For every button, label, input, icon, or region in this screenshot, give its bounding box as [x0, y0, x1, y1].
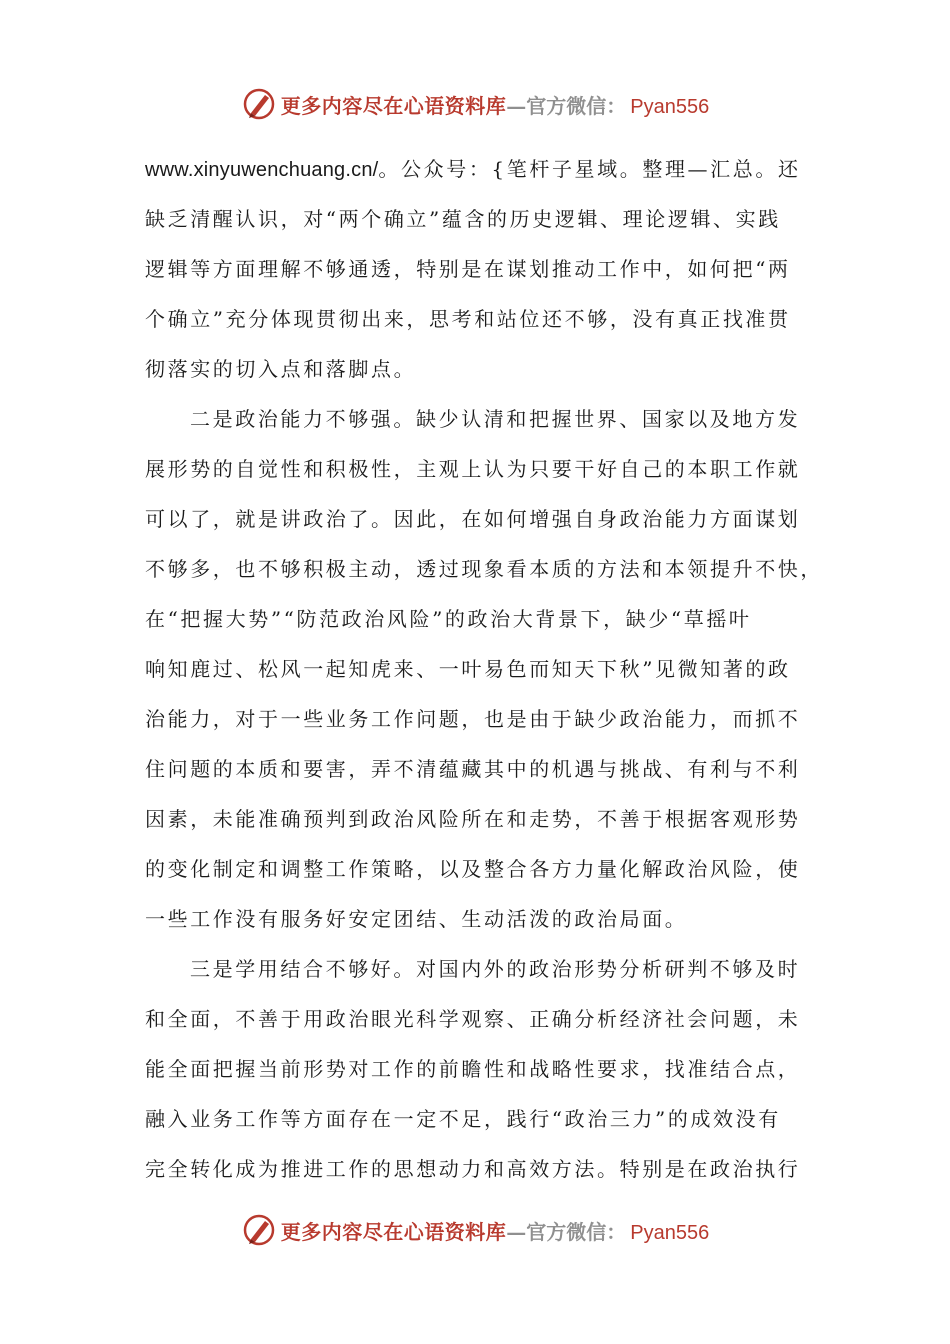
line-text: 一些工作没有服务好安定团结、生动活泼的政治局面。: [145, 907, 688, 931]
line-text: 缺乏清醒认识，对“两个确立”蕴含的历史逻辑、理论逻辑、实践: [145, 207, 781, 231]
text-line: [145, 850, 810, 900]
line-text: 。公众号：{笔杆子星域。整理—汇总。还: [378, 157, 801, 181]
line-text: 展形势的自觉性和积极性，主观上认为只要干好自己的本职工作就: [145, 457, 801, 481]
footer-banner: [0, 1210, 950, 1250]
banner-dash: —: [506, 93, 527, 118]
line-text: 在“把握大势”“防范政治风险”的政治大背景下，缺少“草摇叶: [145, 607, 752, 631]
text-line: [145, 300, 810, 350]
banner-text: [281, 1216, 709, 1245]
pen-logo-icon: [241, 86, 277, 122]
banner-dash: —: [506, 1219, 527, 1244]
text-line: [145, 1000, 810, 1050]
line-text: 融入业务工作等方面存在一定不足，践行“政治三力”的成效没有: [145, 1107, 781, 1131]
text-line: [145, 650, 810, 700]
text-line: [145, 350, 810, 400]
text-line: [145, 600, 810, 650]
banner-wechat-label: 官方微信：: [526, 1219, 627, 1244]
text-line: [145, 1050, 810, 1100]
text-line: [145, 700, 810, 750]
text-line: [145, 1100, 810, 1150]
line-text: 个确立”充分体现贯彻出来，思考和站位还不够，没有真正找准贯: [145, 307, 791, 331]
text-line: [145, 450, 810, 500]
text-line: [145, 500, 810, 550]
line-text: 可以了，就是讲政治了。因此，在如何增强自身政治能力方面谋划: [145, 507, 801, 531]
text-line: [145, 1150, 810, 1200]
text-line: [145, 900, 810, 950]
banner-wechat-label: 官方微信：: [526, 93, 627, 118]
text-line: [145, 550, 823, 600]
line-text: 的变化制定和调整工作策略，以及整合各方力量化解政治风险，使: [145, 857, 801, 881]
text-line: [145, 250, 810, 300]
website-url: www.xinyuwenchuang.cn/: [145, 159, 379, 181]
banner-slogan: 更多内容尽在心语资料库: [280, 93, 507, 118]
line-text: 逻辑等方面理解不够通透，特别是在谋划推动工作中，如何把“两: [145, 257, 791, 281]
line-text: 和全面，不善于用政治眼光科学观察、正确分析经济社会问题，未: [145, 1007, 801, 1031]
text-line: [145, 750, 810, 800]
header-banner: [0, 84, 950, 124]
text-line: [145, 200, 810, 250]
pen-logo-icon: [241, 1212, 277, 1248]
line-text: 完全转化成为推进工作的思想动力和高效方法。特别是在政治执行: [145, 1157, 801, 1181]
banner-wechat-id: Pyan556: [630, 95, 710, 118]
text-line: [145, 800, 810, 850]
banner-wechat-id: Pyan556: [630, 1221, 710, 1244]
line-text: 住问题的本质和要害，弄不清蕴藏其中的机遇与挑战、有利与不利: [145, 757, 801, 781]
line-text: 响知鹿过、松风一起知虎来、一叶易色而知天下秋”见微知著的政: [145, 657, 791, 681]
text-line: [145, 150, 810, 200]
line-text: 不够多，也不够积极主动，透过现象看本质的方法和本领提升不快，: [145, 557, 823, 581]
banner-text: [281, 90, 709, 119]
line-text: 彻落实的切入点和落脚点。: [145, 357, 417, 381]
line-text: 因素，未能准确预判到政治风险所在和走势，不善于根据客观形势: [145, 807, 801, 831]
line-text: 治能力，对于一些业务工作问题，也是由于缺少政治能力，而抓不: [145, 707, 801, 731]
line-text: 三是学用结合不够好。对国内外的政治形势分析研判不够及时: [190, 957, 801, 981]
text-line: [145, 950, 810, 1000]
banner-slogan: 更多内容尽在心语资料库: [280, 1219, 507, 1244]
text-line: [145, 400, 810, 450]
line-text: 能全面把握当前形势对工作的前瞻性和战略性要求，找准结合点，: [145, 1057, 801, 1081]
document-body: [145, 150, 823, 1200]
line-text: 二是政治能力不够强。缺少认清和把握世界、国家以及地方发: [190, 407, 801, 431]
